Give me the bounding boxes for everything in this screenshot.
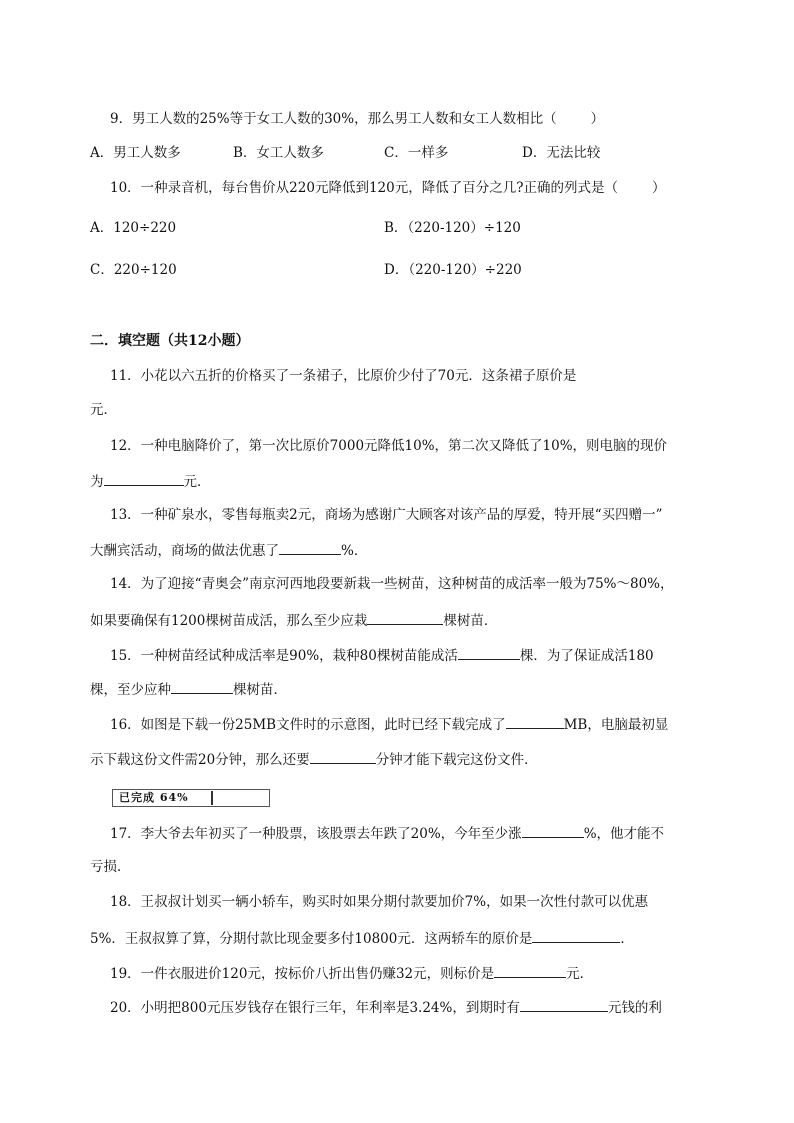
question-16-line-1: 16．如图是下载一份25MB文件时的示意图，此时已经下载完成了 MB，电脑最初显 [110, 713, 668, 735]
answer-blank[interactable] [310, 748, 376, 764]
question-15-line-2: 棵，至少应种 棵树苗． [90, 678, 287, 700]
answer-blank[interactable] [367, 609, 443, 625]
download-progress-image [112, 789, 270, 807]
question-17-line-1: 17．李大爷去年初买了一种股票，该股票去年跌了20%，今年至少涨 %，他才能不 [110, 822, 664, 844]
answer-blank[interactable] [532, 927, 620, 943]
question-13-line-1: 13．一种矿泉水，零售每瓶卖2元，商场为感谢广大顾客对该产品的厚爱，特开展“买四赠一” [110, 507, 663, 523]
question-18-line-1: 18．王叔叔计划买一辆小轿车，购买时如果分期付款要加价7%，如果一次性付款可以优惠 [110, 894, 649, 910]
section-2-heading: 二．填空题（共12小题） [90, 333, 250, 349]
question-12-line-1: 12．一种电脑降价了，第一次比原价7000元降低10%，第二次又降低了10%，则电脑的现价 [110, 438, 668, 454]
question-12-line-2: 为 元． [90, 470, 211, 492]
question-10-option-a: A．120÷220 [90, 220, 177, 236]
question-10-close: ） [651, 180, 666, 196]
answer-blank[interactable] [520, 996, 608, 1012]
question-9-option-b: B．女工人数多 [233, 145, 324, 161]
question-9-text: 9．男工人数的25%等于女工人数的30%，那么男工人数和女工人数相比（ [110, 111, 557, 127]
question-14-line-2: 如果要确保有1200棵树苗成活，那么至少应栽 棵树苗． [90, 609, 497, 631]
question-9 [110, 109, 604, 129]
question-16-line-2: 示下载这份文件需20分钟，那么还要 分钟才能下载完这份文件． [90, 748, 538, 770]
question-10-text: 10．一种录音机，每台售价从220元降低到120元，降低了百分之几?正确的列式是（ [110, 180, 618, 196]
answer-blank[interactable] [171, 678, 233, 694]
question-10-option-c: C．220÷120 [90, 262, 177, 278]
question-13-line-2: 大酬宾活动，商场的做法优惠了 %． [90, 539, 367, 561]
question-14-line-1: 14．为了迎接“青奥会”南京河西地段要新栽一些树苗，这种树苗的成活率一般为75%～80%， [110, 576, 674, 592]
question-10-option-d: D．（220-120）÷220 [384, 262, 522, 278]
answer-blank[interactable] [506, 713, 564, 729]
answer-blank[interactable] [494, 962, 566, 978]
question-18-line-2: 5%．王叔叔算了算，分期付款比现金要多付10800元．这两轿车的原价是 ． [90, 927, 634, 949]
answer-blank[interactable] [104, 470, 184, 486]
question-9-close: ） [590, 111, 605, 127]
download-progress-label: 已完成 64% [119, 791, 189, 804]
question-11-line-1: 11．小花以六五折的价格买了一条裙子，比原价少付了70元．这条裙子原价是 [110, 368, 577, 384]
answer-blank[interactable] [279, 539, 341, 555]
question-10-option-b: B．（220-120）÷120 [384, 220, 521, 236]
answer-blank[interactable] [522, 822, 584, 838]
question-19-line-1: 19．一件衣服进价120元，按标价八折出售仍赚32元，则标价是 元． [110, 962, 593, 984]
answer-blank[interactable] [458, 644, 520, 660]
question-11-line-2: 元． [90, 402, 117, 418]
question-9-option-c: C．一样多 [384, 145, 449, 161]
question-17-line-2: 亏损． [90, 859, 131, 875]
question-10 [110, 178, 665, 198]
question-9-option-a: A．男工人数多 [90, 145, 181, 161]
question-15-line-1: 15．一种树苗经试种成活率是90%，栽种80棵树苗能成活 棵．为了保证成活180 [110, 644, 654, 666]
question-20-line-1: 20．小明把800元压岁钱存在银行三年，年利率是3.24%，到期时有 元钱的利 [110, 996, 662, 1018]
question-9-option-d: D．无法比较 [522, 145, 601, 161]
